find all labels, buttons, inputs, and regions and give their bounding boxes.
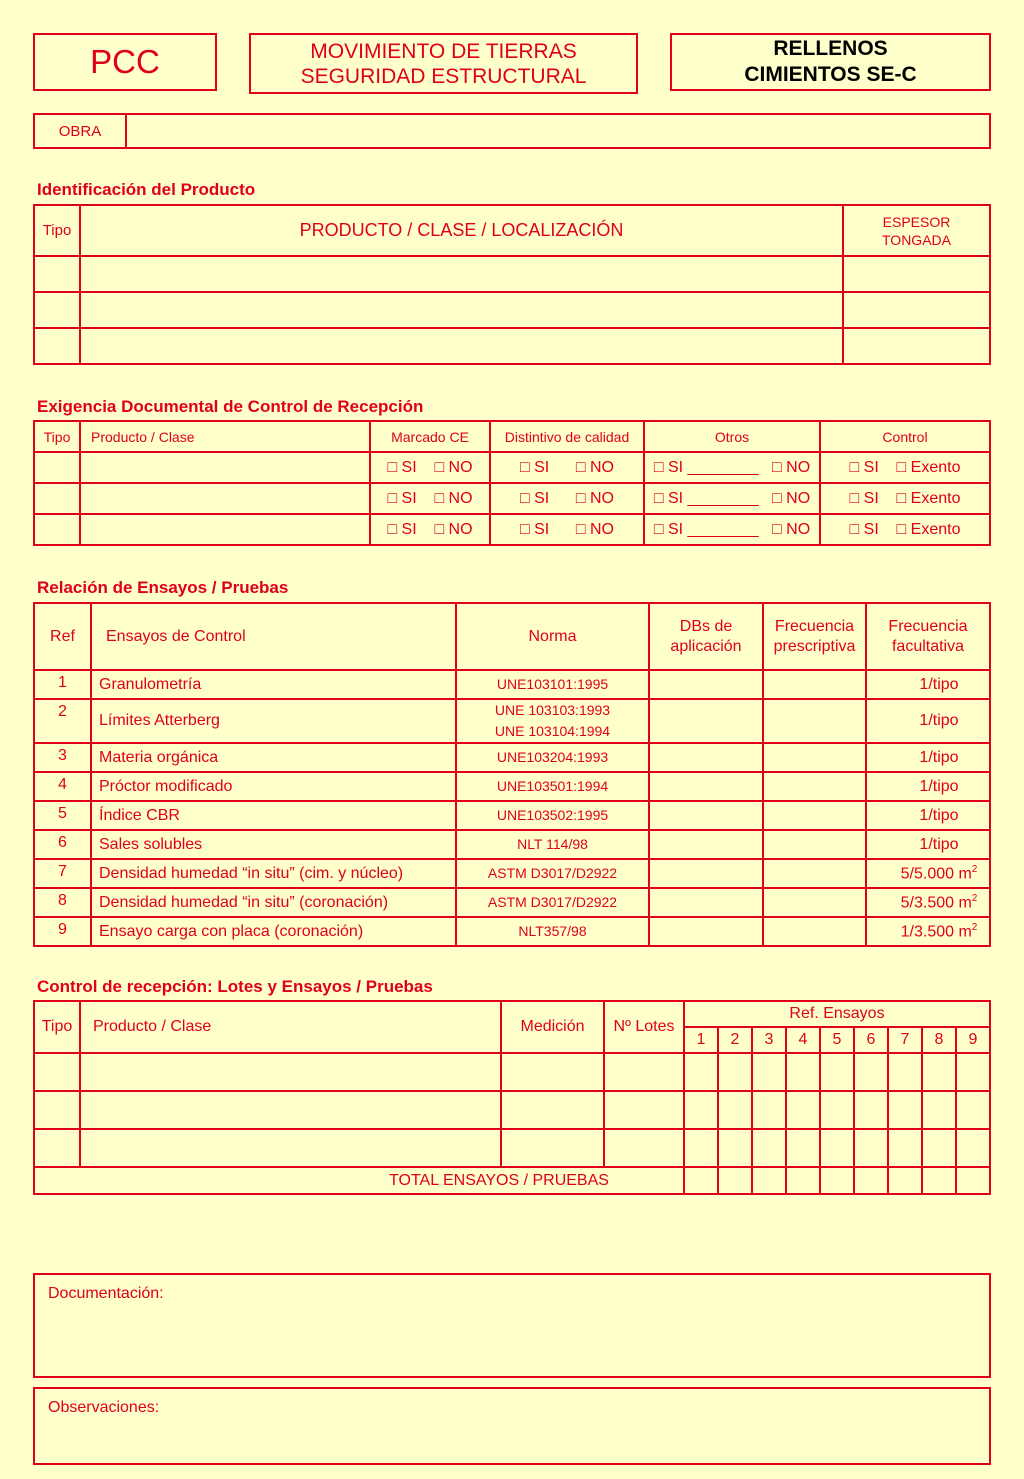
ex-header-distintivo: Distintivo de calidad [490,421,644,452]
ctrl-cell[interactable] [888,1091,922,1129]
ctrl-cell[interactable] [752,1129,786,1167]
ctrl-header-tipo: Tipo [34,1001,80,1053]
ctrl-cell[interactable] [786,1091,820,1129]
ctrl-cell[interactable] [34,1129,80,1167]
ensayo-norma [456,772,649,801]
table-row [34,888,990,917]
ff-value: 5/3.500 m [900,894,972,912]
identificacion-table [33,204,991,365]
documentacion-label: Documentación: [48,1285,164,1302]
ctrl-cell[interactable] [854,1129,888,1167]
total-cell[interactable] [718,1167,752,1194]
otros-checkboxes[interactable]: □ SI ________ □ NO [644,452,820,483]
ctrl-cell[interactable] [922,1129,956,1167]
table-row [34,292,990,328]
ensayo-dbs-cell[interactable] [649,888,763,917]
ensayo-ref: 3 [34,743,91,772]
ens-header-dbs [649,603,763,670]
ensayo-norma [456,699,649,743]
ensayo-ff [866,743,990,772]
ensayo-ref: 4 [34,772,91,801]
dbs-line-1: DBs de [679,617,733,635]
table-row [34,859,990,888]
dbs-line-2: aplicación [670,637,742,655]
ensayo-fp-cell[interactable] [763,801,866,830]
ff-line-2: facultativa [891,637,965,655]
ce-checkboxes[interactable]: □ SI □ NO [370,452,490,483]
ex-header-tipo: Tipo [34,421,80,452]
ctrl-cell[interactable] [854,1091,888,1129]
ensayos-title: Relación de Ensayos / Pruebas [37,578,289,597]
obra-label: OBRA [34,114,126,148]
table-row [34,256,990,292]
ff-superscript: 2 [971,921,978,933]
ctrl-cell[interactable] [604,1091,684,1129]
title-line-2: SEGURIDAD ESTRUCTURAL [300,64,587,88]
ensayo-norma [456,670,649,699]
ens-header-norma: Norma [456,603,649,670]
ens-header-fp [763,603,866,670]
norma-line-1: UNE103501:1994 [496,778,609,794]
ref-number: 1 [684,1027,718,1053]
ff-superscript: 2 [971,863,978,875]
ref-number: 3 [752,1027,786,1053]
ctrl-cell[interactable] [922,1091,956,1129]
table-row [34,452,990,483]
identificacion-title: Identificación del Producto [37,180,256,199]
ensayo-name: Límites Atterberg [91,699,456,743]
ctrl-cell[interactable] [604,1129,684,1167]
ff-superscript: 2 [971,892,978,904]
exigencia-table [33,420,991,546]
ensayo-name: Ensayo carga con placa (coronación) [91,917,456,946]
ensayo-ff [866,888,990,917]
ctrl-cell[interactable] [34,1053,80,1091]
ctrl-cell[interactable] [80,1129,501,1167]
ensayo-name: Densidad humedad “in situ” (coronación) [91,888,456,917]
ensayo-dbs-cell[interactable] [649,859,763,888]
table-row [34,917,990,946]
total-cell[interactable] [684,1167,718,1194]
ff-line-1: Frecuencia [888,617,968,635]
table-row [34,699,990,743]
espesor-line-2: TONGADA [882,231,951,248]
total-cell[interactable] [786,1167,820,1194]
ctrl-cell[interactable] [956,1053,990,1091]
control-checkboxes[interactable]: □ SI □ Exento [820,514,990,545]
ctrl-cell[interactable] [80,1091,501,1129]
ctrl-header-producto: Producto / Clase [80,1001,501,1053]
norma-line-1: ASTM D3017/D2922 [487,865,618,881]
ensayo-ref: 1 [34,670,91,699]
otros-checkboxes[interactable]: □ SI ________ □ NO [644,514,820,545]
fp-line-2: prescriptiva [773,637,856,655]
ff-value: 1/tipo [919,675,959,693]
ctrl-header-ref-ensayos: Ref. Ensayos [684,1001,990,1027]
exigencia-title: Exigencia Documental de Control de Recepción [37,397,424,416]
total-label: TOTAL ENSAYOS / PRUEBAS [34,1167,684,1194]
ensayo-ref: 7 [34,859,91,888]
total-cell[interactable] [752,1167,786,1194]
ctrl-cell[interactable] [956,1091,990,1129]
ctrl-cell[interactable] [684,1053,718,1091]
ctrl-cell[interactable] [820,1129,854,1167]
observaciones-box[interactable] [33,1387,991,1465]
ens-header-ff [866,603,990,670]
ensayo-fp-cell[interactable] [763,888,866,917]
fp-line-1: Frecuencia [774,617,855,635]
table-row [34,483,990,514]
total-cell[interactable] [956,1167,990,1194]
ctrl-cell[interactable] [956,1129,990,1167]
ff-value: 1/tipo [919,777,959,795]
ensayo-fp-cell[interactable] [763,917,866,946]
table-row [34,1053,990,1091]
ctrl-cell[interactable] [752,1091,786,1129]
ctrl-cell[interactable] [854,1053,888,1091]
table-row [34,670,990,699]
ensayos-table [33,602,991,947]
ensayo-ref: 8 [34,888,91,917]
norma-line-2: UNE 103104:1994 [494,723,611,739]
ensayo-ff [866,670,990,699]
ctrl-cell[interactable] [786,1129,820,1167]
distintivo-checkboxes[interactable]: □ SI □ NO [490,483,644,514]
total-cell[interactable] [888,1167,922,1194]
ensayo-dbs-cell[interactable] [649,917,763,946]
ref-number: 4 [786,1027,820,1053]
total-cell[interactable] [922,1167,956,1194]
table-row [34,1091,990,1129]
ctrl-cell[interactable] [752,1053,786,1091]
table-row [34,801,990,830]
norma-line-1: UNE 103103:1993 [494,702,611,718]
ensayo-fp-cell[interactable] [763,772,866,801]
documentacion-box[interactable] [33,1273,991,1378]
ex-header-otros: Otros [644,421,820,452]
ctrl-cell[interactable] [888,1053,922,1091]
type-box [670,33,991,91]
ctrl-cell[interactable] [820,1091,854,1129]
obra-table [33,113,991,149]
ref-number: 9 [956,1027,990,1053]
ce-checkboxes[interactable]: □ SI □ NO [370,483,490,514]
ensayo-name: Índice CBR [91,801,456,830]
otros-checkboxes[interactable]: □ SI ________ □ NO [644,483,820,514]
ensayo-fp-cell[interactable] [763,743,866,772]
ctrl-cell[interactable] [80,1053,501,1091]
ff-value: 5/5.000 m [900,865,972,883]
ctrl-cell[interactable] [34,1091,80,1129]
norma-line-1: UNE103204:1993 [496,749,609,765]
ensayo-norma [456,743,649,772]
ctrl-cell[interactable] [501,1091,604,1129]
table-row [34,772,990,801]
ctrl-cell[interactable] [786,1053,820,1091]
code-box [33,33,217,91]
ensayo-dbs-cell[interactable] [649,772,763,801]
total-cell[interactable] [854,1167,888,1194]
ctrl-cell[interactable] [888,1129,922,1167]
ensayo-dbs-cell[interactable] [649,801,763,830]
table-row [34,830,990,859]
ensayo-ref: 6 [34,830,91,859]
ensayo-name: Sales solubles [91,830,456,859]
total-cell[interactable] [820,1167,854,1194]
norma-line-1: UNE103502:1995 [496,807,609,823]
norma-line-1: UNE103101:1995 [496,676,609,692]
table-row [34,1129,990,1167]
header-producto: PRODUCTO / CLASE / LOCALIZACIÓN [80,205,843,256]
obra-field[interactable] [126,114,990,148]
ce-checkboxes[interactable]: □ SI □ NO [370,514,490,545]
ctrl-header-lotes: Nº Lotes [604,1001,684,1053]
ex-header-producto: Producto / Clase [80,421,370,452]
ctrl-cell[interactable] [718,1053,752,1091]
norma-line-1: NLT 114/98 [517,836,588,852]
ctrl-cell[interactable] [604,1053,684,1091]
control-checkboxes[interactable]: □ SI □ Exento [820,483,990,514]
ensayo-name: Granulometría [91,670,456,699]
ensayo-name: Próctor modificado [91,772,456,801]
header-tipo: Tipo [34,205,80,256]
espesor-line-1: ESPESOR [882,213,951,230]
ensayo-norma [456,917,649,946]
ctrl-cell[interactable] [922,1053,956,1091]
ctrl-cell[interactable] [501,1053,604,1091]
ensayo-ff [866,830,990,859]
ensayo-ff [866,859,990,888]
title-box [249,33,638,94]
ensayo-ff [866,917,990,946]
ex-header-ce: Marcado CE [370,421,490,452]
norma-line-1: NLT357/98 [518,923,587,939]
distintivo-checkboxes[interactable]: □ SI □ NO [490,514,644,545]
total-row [34,1167,990,1194]
observaciones-label: Observaciones: [48,1399,160,1416]
ensayo-fp-cell[interactable] [763,830,866,859]
ctrl-cell[interactable] [820,1053,854,1091]
title-line-1: MOVIMIENTO DE TIERRAS [310,39,577,63]
ensayo-norma [456,859,649,888]
ctrl-header-medicion: Medición [501,1001,604,1053]
ens-header-ensayos: Ensayos de Control [91,603,456,670]
type-line-2: CIMIENTOS SE-C [744,63,917,86]
ref-number: 8 [922,1027,956,1053]
ensayo-ref: 5 [34,801,91,830]
ff-value: 1/tipo [919,748,959,766]
ensayo-fp-cell[interactable] [763,670,866,699]
control-title: Control de recepción: Lotes y Ensayos / Pruebas [37,977,433,996]
ctrl-cell[interactable] [718,1091,752,1129]
norma-line-1: ASTM D3017/D2922 [487,894,618,910]
control-checkboxes[interactable]: □ SI □ Exento [820,452,990,483]
ref-number: 7 [888,1027,922,1053]
ensayo-fp-cell[interactable] [763,699,866,743]
ensayo-dbs-cell[interactable] [649,699,763,743]
ref-number: 5 [820,1027,854,1053]
ensayo-dbs-cell[interactable] [649,670,763,699]
ensayo-ff [866,772,990,801]
table-row [34,743,990,772]
ctrl-cell[interactable] [684,1129,718,1167]
ensayo-norma [456,830,649,859]
ff-value: 1/tipo [919,712,959,729]
table-row [34,514,990,545]
ensayo-norma [456,888,649,917]
ensayo-norma [456,801,649,830]
ensayo-ff [866,699,990,743]
distintivo-checkboxes[interactable]: □ SI □ NO [490,452,644,483]
ctrl-cell[interactable] [501,1129,604,1167]
ensayo-dbs-cell[interactable] [649,830,763,859]
code-label: PCC [90,43,160,80]
ensayo-ref: 9 [34,917,91,946]
ensayo-dbs-cell[interactable] [649,743,763,772]
ensayo-ff [866,801,990,830]
table-row [34,328,990,364]
type-line-1: RELLENOS [773,37,888,60]
ensayo-name: Materia orgánica [91,743,456,772]
ff-value: 1/3.500 m [900,923,972,941]
ctrl-cell[interactable] [718,1129,752,1167]
ctrl-cell[interactable] [684,1091,718,1129]
control-table [33,1000,991,1195]
ensayo-ref: 2 [34,699,91,743]
header-espesor [843,205,990,256]
ff-value: 1/tipo [919,835,959,853]
ensayo-name: Densidad humedad “in situ” (cim. y núcleo) [91,859,456,888]
ref-number: 6 [854,1027,888,1053]
ensayo-fp-cell[interactable] [763,859,866,888]
ref-number: 2 [718,1027,752,1053]
ff-value: 1/tipo [919,806,959,824]
ex-header-control: Control [820,421,990,452]
ens-header-ref: Ref [34,603,91,670]
